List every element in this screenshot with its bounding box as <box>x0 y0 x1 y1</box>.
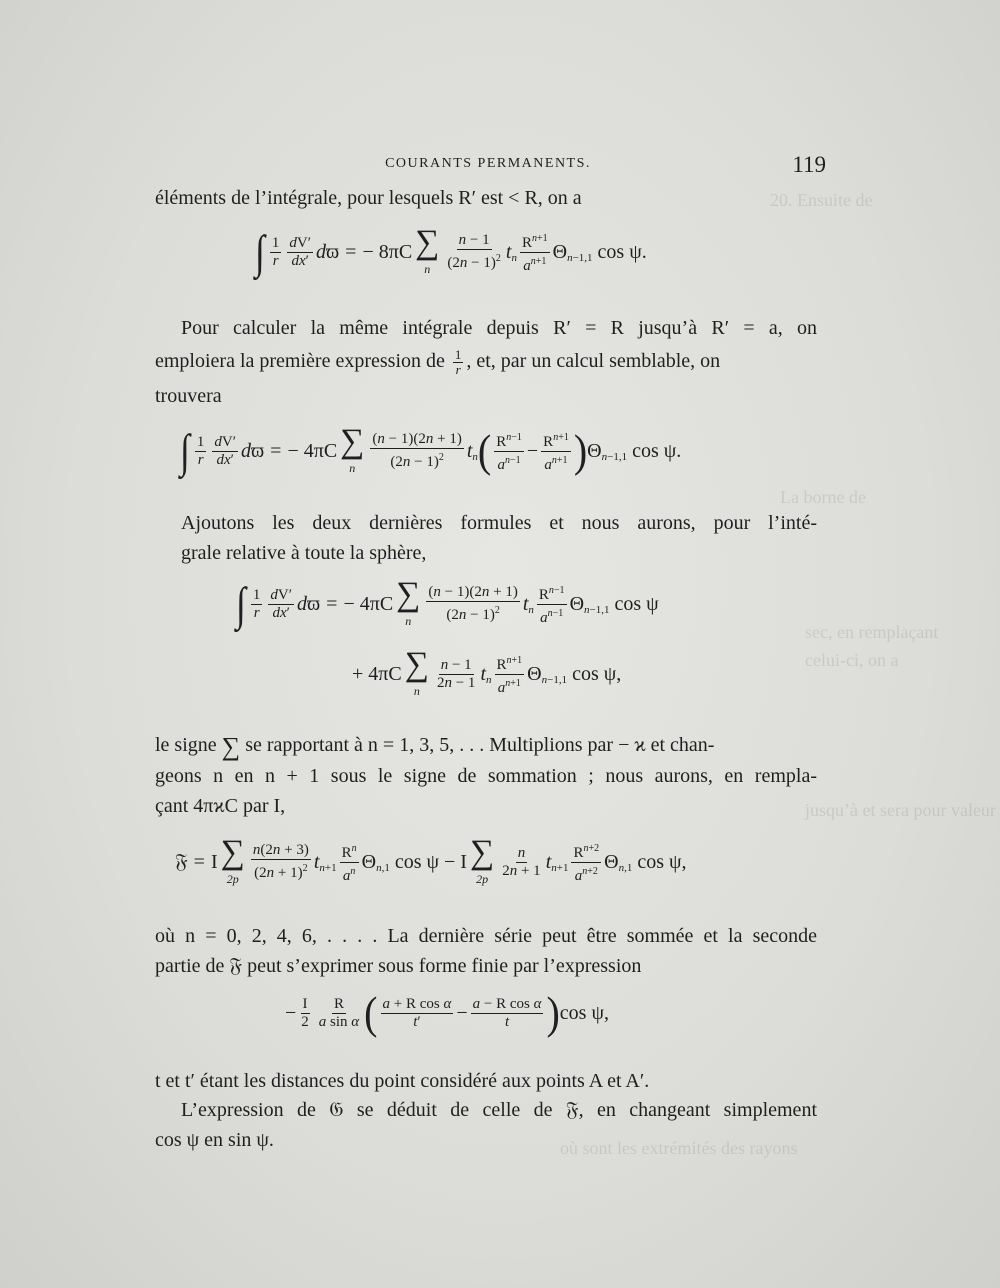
running-title: COURANTS PERMANENTS. <box>385 156 591 171</box>
equation: 𝔉 = I ∑ 2p $\frac{n(2n + 3)}{(2n + 1)^2}$ $t_{n+1}$ $\frac{R^n}{a^n}$ $\Theta_{n,1}$ cos ψ − I ∑ 2p $\frac{n}{2n + 1}$ $t_{n+1}$ $\frac{R^{n+2}}{a^{n+2}}$ $\Theta_{n,1}$ cos ψ, <box>175 834 687 886</box>
paragraph <box>155 1066 817 1096</box>
bleed-through-text: celui-ci, on a <box>805 650 899 670</box>
equation: ∫ $\frac{1}{r}$ $\frac{dV'}{dx'}$ dϖ = − 4πC ∑ n $\frac{(n - 1)(2n + 1)}{(2n - 1)^2}$ $t_n$ $\frac{R^{n-1}}{a^{n-1}}$ $\Theta_{n-1,1}$ cos ψ <box>236 576 659 630</box>
bleed-through-text: 20. Ensuite de <box>770 190 873 210</box>
paragraph <box>155 183 817 213</box>
paragraph <box>155 921 817 981</box>
paragraph <box>155 1125 817 1155</box>
text-line: Ajoutons les deux dernières formules et nous aurons, pour l’inté- <box>181 512 817 534</box>
text-line: çant 4πϰC par I, <box>155 795 286 817</box>
paragraph <box>155 508 817 568</box>
text-line: éléments de l’intégrale, pour lesquels R′ est < R, on a <box>155 187 582 209</box>
paragraph <box>155 761 817 821</box>
paragraph <box>155 1095 817 1125</box>
equation: − $\frac{I}{2}$ $\frac{R}{\text{a sin α}}$ ( $\frac{\text{a + R cos α}}{t'}$ − $\frac{\text{a − R cos α}}{t}$ ) cos ψ, <box>285 986 609 1039</box>
sigma-symbol: ∑ <box>221 732 241 761</box>
text-line: trouvera <box>155 385 222 407</box>
text-line-with-sigma: le signe ∑ se rapportant à n = 1, 3, 5, . . . Multiplions par − ϰ et chan- <box>155 732 715 761</box>
bleed-through-text: où sont les extrémités des rayons <box>560 1138 798 1158</box>
text-line: L’expression de 𝔊 se déduit de celle de 𝔉, en changeant simplement <box>181 1099 817 1121</box>
page-number: 119 <box>792 152 826 177</box>
paragraph <box>155 313 817 343</box>
text-line: grale relative à toute la sphère, <box>181 542 427 564</box>
bleed-through-text: sec, en remplaçant <box>805 622 939 642</box>
page-header <box>150 152 826 182</box>
paragraph <box>155 381 817 411</box>
text-line: cos ψ en sin ψ. <box>155 1129 274 1151</box>
text-line: t et t′ étant les distances du point considéré aux points A et A′. <box>155 1070 650 1092</box>
equation: ∫ $\frac{1}{r}$ $\frac{dV'}{dx'}$ dϖ = − 8πC ∑ n $\frac{n - 1}{(2n - 1)^2}$ $t_n$ $\frac{R^{n+1}}{a^{n+1}}$ $\Theta_{n-1,1}$ cos ψ. <box>255 224 647 278</box>
text-line: geons n en n + 1 sous le signe de sommation ; nous aurons, en rempla- <box>155 765 817 787</box>
text-line: Pour calculer la même intégrale depuis R′ = R jusqu’à R′ = a, on <box>181 317 817 339</box>
equation: + 4πC ∑ n $\frac{n - 1}{2n - 1}$ $t_n$ $\frac{R^{n+1}}{a^{n+1}}$ $\Theta_{n-1,1}$ cos ψ, <box>352 646 622 698</box>
text-line: où n = 0, 2, 4, 6, . . . . La dernière série peut être sommée et la seconde <box>155 925 817 947</box>
bleed-through-text: La borne de <box>780 487 866 507</box>
text-line-with-fraction: emploiera la première expression de $\frac{1}{r}$ , et, par un calcul semblable, on <box>155 346 721 377</box>
text-line: partie de 𝔉 peut s’exprimer sous forme finie par l’expression <box>155 955 642 977</box>
equation: ∫ $\frac{1}{r}$ $\frac{dV'}{dx'}$ dϖ = − 4πC ∑ n $\frac{(n - 1)(2n + 1)}{(2n - 1)^2}$ $t_n$ ( $\frac{R^{n-1}}{a^{n-1}}$ − $\frac{R^{n+1}}{a^{n+1}}$ ) $\Theta_{n-1,1}$ cos ψ. <box>180 423 682 477</box>
bleed-through-text: jusqu’à et sera pour valeur <box>805 800 996 820</box>
